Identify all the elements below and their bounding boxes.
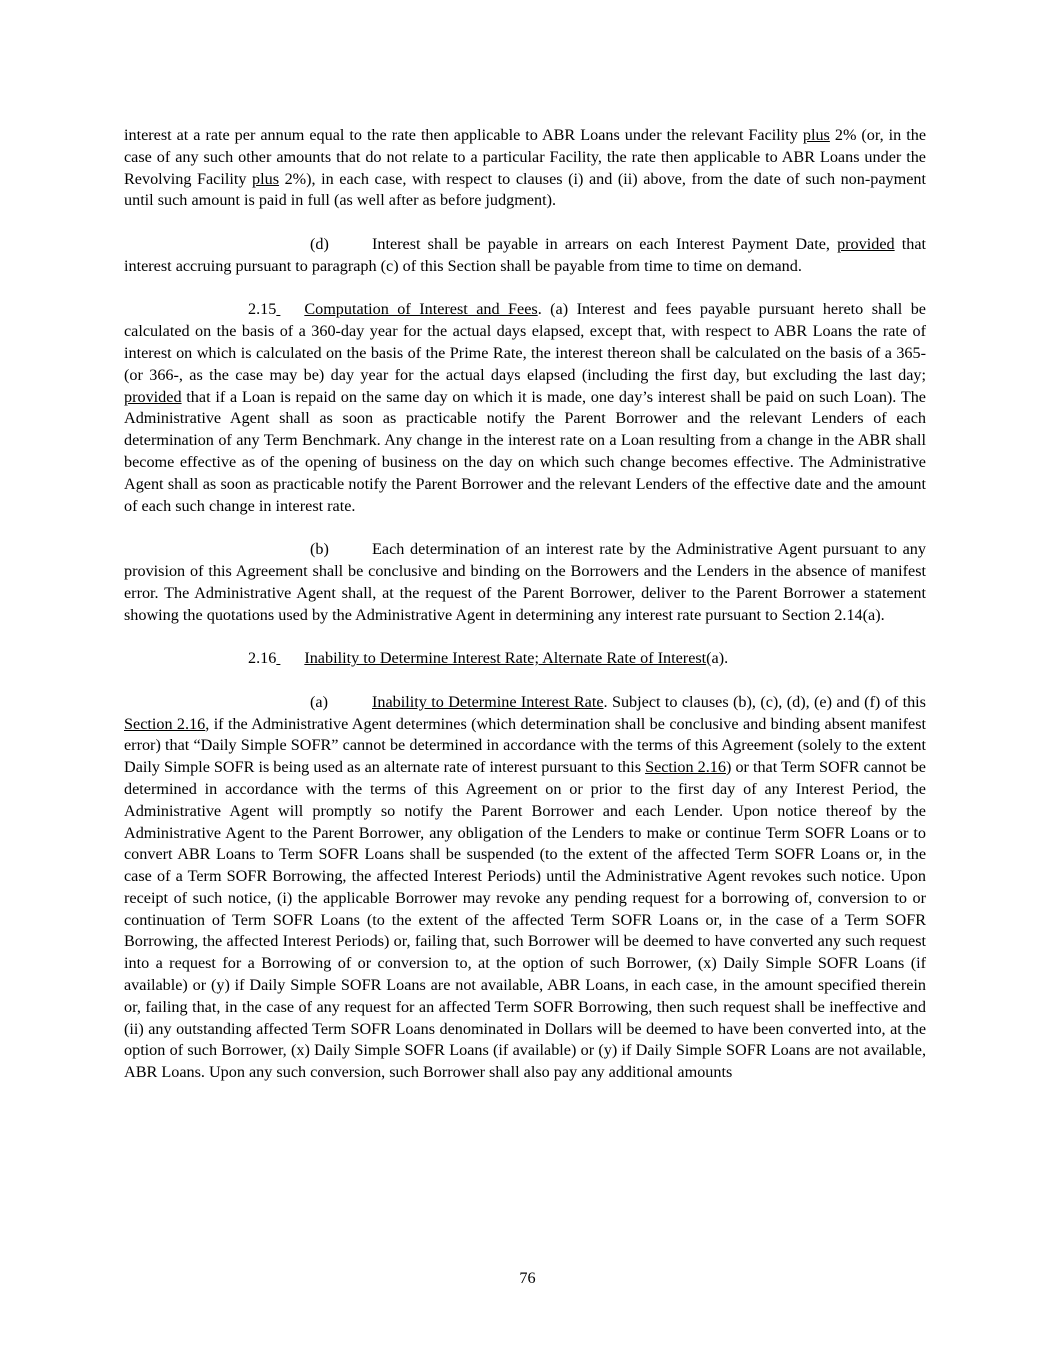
text-run: that if a Loan is repaid on the same day on which it is made, one day’s interest shall be paid on such Loan). The Administrative Agent shall as soon as practicable notify the Parent Borrower and the relevant Lenders of each determination of any Term Benchmark. Any change in the interest rate on a Loan resulting from a change in the ABR shall become effective as of the opening of business on the day on which such change becomes effective. The Administrative Agent shall as soon as practicable notify the Parent Borrower and the relevant Lenders of the effective date and the amount of each such change in interest rate. (124, 387, 926, 515)
text-run: 2% (or, in the case of any such other amounts that do not relate to a particular Facility, the rate then applicable to ABR Loans under the Revolving Facility (124, 126, 926, 188)
underlined-term: provided (124, 387, 182, 406)
section-2-16-heading (124, 648, 926, 670)
clause-title: Inability to Determine Interest Rate (372, 692, 604, 711)
section-title: Computation of Interest and Fees (304, 300, 538, 319)
text-run: . (a) Interest and fees payable pursuant hereto shall be calculated on the basis of a 360-day year for the actual days elapsed, except that, with respect to ABR Loans the rate of interest on which is calculated on the basis of the Prime Rate, the interest thereon shall be calculated on the basis of a 365- (or 366-, as the case may be) day year for the actual days elapsed (including the first day, but excluding the last day; (124, 300, 926, 384)
paragraph-d (124, 234, 926, 278)
page-number: 76 (519, 1269, 536, 1287)
text-run: . Subject to clauses (b), (c), (d), (e) and (f) of this (603, 692, 926, 711)
clause-label: (d) (310, 234, 329, 253)
underlined-term: plus (252, 169, 280, 188)
text-run: interest at a rate per annum equal to the rate then applicable to ABR Loans under the relevant Facility (124, 126, 803, 144)
underlined-term: plus (802, 126, 830, 144)
clause-label: (b) (310, 540, 329, 559)
paragraph-continuation (124, 125, 926, 212)
text-run: Interest shall be payable in arrears on each Interest Payment Date, (372, 234, 838, 253)
text-run: , if the Administrative Agent determines (which determination shall be conclusive and binding absent manifest error) that “Daily Simple SOFR” cannot be determined in accordance with the terms of this Agreement (solely to the extent Daily Simple SOFR is being used as an alternate rate of interest pursuant to this (124, 714, 926, 777)
section-title: Inability to Determine Interest Rate; Alternate Rate of Interest (304, 649, 707, 668)
document-body (124, 125, 926, 1106)
paragraph-b (124, 539, 926, 626)
section-2-15 (124, 299, 926, 517)
text-run: that interest accruing pursuant to paragraph (c) of this Section shall be payable from time to time on demand. (124, 234, 926, 275)
paragraph-a-2-16 (124, 692, 926, 1084)
clause-label: (a) (310, 692, 328, 711)
text-run: ) or that Term SOFR cannot be determined in accordance with the terms of this Agreement on or prior to the first day of any Interest Period, the Administrative Agent will promptly so notify the Parent Borrower and each Lender. Upon notice thereof by the Administrative Agent to the Parent Borrower, any obligation of the Lenders to make or continue Term SOFR Loans or to convert ABR Loans to Term SOFR Loans shall be suspended (to the extent of the affected Term SOFR Loans or, in the case of a Term SOFR Borrowing, the affected Interest Periods) until the Administrative Agent revokes such notice. Upon receipt of such notice, (i) the applicable Borrower may revoke any pending request for a borrowing of, conversion to or continuation of Term SOFR Loans (to the extent of the affected Term SOFR Loans or, in the case of a Term SOFR Borrowing, the affected Interest Periods) or, failing that, such Borrower will be deemed to have converted any such request into a request for a Borrowing of or conversion to, at the option of such Borrower, (x) Daily Simple SOFR Loans (if available) or (y) if Daily Simple SOFR Loans are not available, ABR Loans, in each case, in the amount specified therein or, failing that, in the case of any request for an affected Term SOFR Borrowing, then such request shall be ineffective and (ii) any outstanding affected Term SOFR Loans denominated in Dollars will be deemed to have been converted into, at the option of such Borrower, (x) Daily Simple SOFR Loans (if available) or (y) if Daily Simple SOFR Loans are not available, ABR Loans. Upon any such conversion, such Borrower shall also pay any additional amounts (124, 758, 926, 1082)
section-reference: Section 2.16 (645, 758, 726, 777)
section-reference: Section 2.16 (124, 714, 206, 733)
section-number: 2.16 (248, 649, 277, 668)
section-number: 2.15 (248, 300, 277, 319)
text-run: Each determination of an interest rate by the Administrative Agent pursuant to any provision of this Agreement shall be conclusive and binding on the Borrowers and the Lenders in the absence of manifest error. The Administrative Agent shall, at the request of the Parent Borrower, deliver to the Parent Borrower a statement showing the quotations used by the Administrative Agent in determining any interest rate pursuant to Section 2.14(a). (124, 540, 926, 624)
text-run: (a). (706, 649, 729, 668)
text-run: 2%), in each case, with respect to clauses (i) and (ii) above, from the date of such non-payment until such amount is paid in full (as well after as before judgment). (124, 169, 926, 210)
underlined-term: provided (837, 234, 895, 253)
